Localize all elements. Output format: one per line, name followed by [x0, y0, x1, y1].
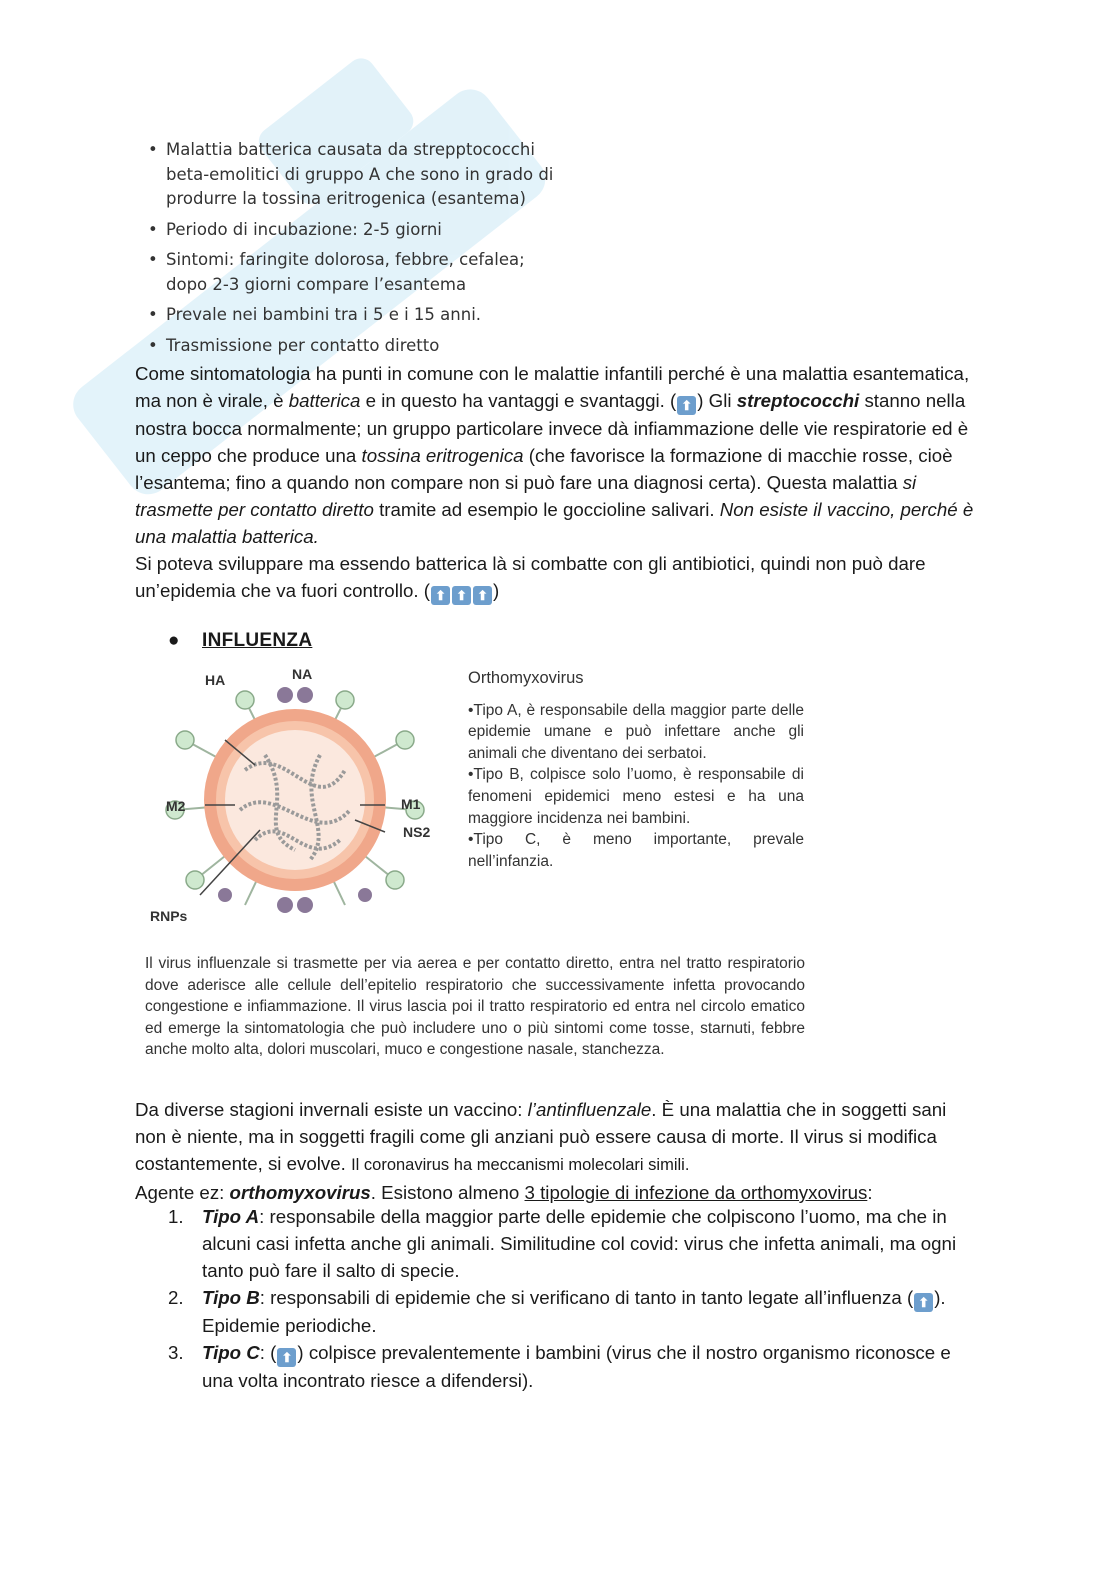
- label-ha: HA: [205, 672, 226, 688]
- text: : responsabile della maggior parte delle epidemie che colpiscono l’uomo, ma che in alcuni casi infetta anche gli animali. Similitudine col covid: virus che infetta animali, ma ogni tanto può fare il salto di specie.: [202, 1206, 957, 1281]
- text: tossina eritrogenica: [361, 445, 524, 466]
- text: 3 tipologie di infezione da orthomyxovirus: [524, 1182, 868, 1203]
- text: stanno nella nostra bocca normalmente; un gruppo particolare invece dà infiammazione delle vie respiratorie ed è un ceppo che produce una: [135, 390, 969, 466]
- list-item: • Trasmissione per contatto diretto: [148, 334, 566, 359]
- types-list: [135, 1203, 980, 1394]
- list-item: • Periodo di incubazione: 2-5 giorni: [148, 218, 566, 243]
- section-title: INFLUENZA: [202, 630, 313, 651]
- box-text: •Tipo A, è responsabile della maggior parte delle epidemie umane e può infettare anche gli animali che diventano dei serbatoi.: [468, 701, 804, 762]
- box-title: Orthomyxovirus: [468, 669, 584, 687]
- text: ): [493, 580, 500, 601]
- virus-illustration: [145, 660, 445, 940]
- section-heading: ● INFLUENZA: [168, 630, 313, 651]
- box-text: •Tipo B, colpisce solo l’uomo, è responsabile di fenomeni epidemici meno estesi e ha una maggiore incidenza nei bambini.: [468, 766, 804, 827]
- text: l’antinfluenzale: [527, 1099, 652, 1120]
- label-na: NA: [292, 666, 313, 682]
- list-item: • Sintomi: faringite dolorosa, febbre, cefalea; dopo 2-3 giorni compare l’esantema: [148, 248, 566, 297]
- text: (che favorisce la formazione di macchie rosse, cioè l’esantema; fino a quando non compare non si può fare una diagnosi certa). Questa malattia: [135, 445, 953, 493]
- paragraph-influenza: [135, 1096, 980, 1206]
- box-text: •Tipo C, è meno importante, prevale nell’infanzia.: [468, 831, 804, 870]
- scan-bullet-list: [148, 138, 566, 364]
- text: Si poteva sviluppare ma essendo batterica là si combatte con gli antibiotici, quindi non può dare un’epidemia che va fuori controllo. (: [135, 553, 926, 601]
- label-m1: M1: [401, 796, 421, 812]
- transmission-text: Il virus influenzale si trasmette per via aerea e per contatto diretto, entra nel tratto respiratorio dove aderisce alle cellule dell’epitelio respiratorio che successivamente infetta provocando congestione e infiammazione. Il virus lascia poi il tratto respiratorio ed entra nel circolo ematico ed emerge la sintomatologia che può includere uno o più sintomi come tosse, starnuti, febbre anche molto alta, dolori muscolari, muco e congestione nasale, stanchezza.: [145, 955, 805, 1059]
- list-item: [135, 1339, 980, 1394]
- text: ) Gli: [697, 390, 737, 411]
- text: Tipo C: [202, 1342, 260, 1363]
- label-ns2: NS2: [403, 824, 431, 840]
- orthomyxovirus-box: [468, 668, 804, 872]
- text: Agente ez:: [135, 1182, 230, 1203]
- label-rnps: RNPs: [150, 908, 188, 924]
- list-number: 1.: [168, 1206, 184, 1227]
- text: Da diverse stagioni invernali esiste un vaccino:: [135, 1099, 528, 1120]
- label-m2: M2: [166, 798, 186, 814]
- text: e in questo ha vantaggi e svantaggi. (: [360, 390, 677, 411]
- text: orthomyxovirus: [229, 1182, 371, 1203]
- list-number: 3.: [168, 1342, 184, 1363]
- text: : (: [259, 1342, 277, 1363]
- text: Come sintomatologia ha punti in comune con le malattie infantili perché è una malattia esantematica, ma non è virale, è: [135, 363, 970, 411]
- text: tramite ad esempio le goccioline salivari.: [373, 499, 720, 520]
- text: batterica: [288, 390, 361, 411]
- virus-diagram: [145, 660, 445, 940]
- text: Non esiste il vaccino, perché è una malattia batterica.: [135, 499, 974, 547]
- list-number: 2.: [168, 1287, 184, 1308]
- list-item: [135, 1203, 980, 1284]
- up-arrow-icon: ⬆: [277, 1348, 296, 1367]
- text: streptococchi: [736, 390, 860, 411]
- text: ). Epidemie periodiche.: [202, 1287, 946, 1336]
- up-arrow-icon: ⬆: [452, 586, 471, 605]
- text: Tipo B: [202, 1287, 260, 1308]
- text: : responsabili di epidemie che si verificano di tanto in tanto legate all’influenza (: [259, 1287, 914, 1308]
- list-item: [135, 1284, 980, 1339]
- text: si trasmette per contatto diretto: [135, 472, 917, 520]
- text: . Esistono almeno: [370, 1182, 525, 1203]
- up-arrow-icon: ⬆: [677, 396, 696, 415]
- text: . È una malattia che in soggetti sani non è niente, ma in soggetti fragili come gli anziani può essere causa di morte. Il virus si modifica costantemente, si evolve.: [135, 1099, 947, 1174]
- up-arrow-icon: ⬆: [914, 1293, 933, 1312]
- list-item: • Malattia batterica causata da strepptococchi beta-emolitici di gruppo A che sono in grado di produrre la tossina eritrogenica (esantema): [148, 138, 566, 212]
- list-item: • Prevale nei bambini tra i 5 e i 15 anni.: [148, 303, 566, 328]
- up-arrow-icon: ⬆: [431, 586, 450, 605]
- paragraph-scarlattina: [135, 360, 980, 605]
- text: ) colpisce prevalentemente i bambini (virus che il nostro organismo riconosce e una volta incontrato riesce a difendersi).: [202, 1342, 951, 1391]
- text: Tipo A: [202, 1206, 260, 1227]
- text: :: [867, 1182, 873, 1203]
- text: Il coronavirus ha meccanismi molecolari simili.: [351, 1156, 690, 1174]
- up-arrow-icon: ⬆: [473, 586, 492, 605]
